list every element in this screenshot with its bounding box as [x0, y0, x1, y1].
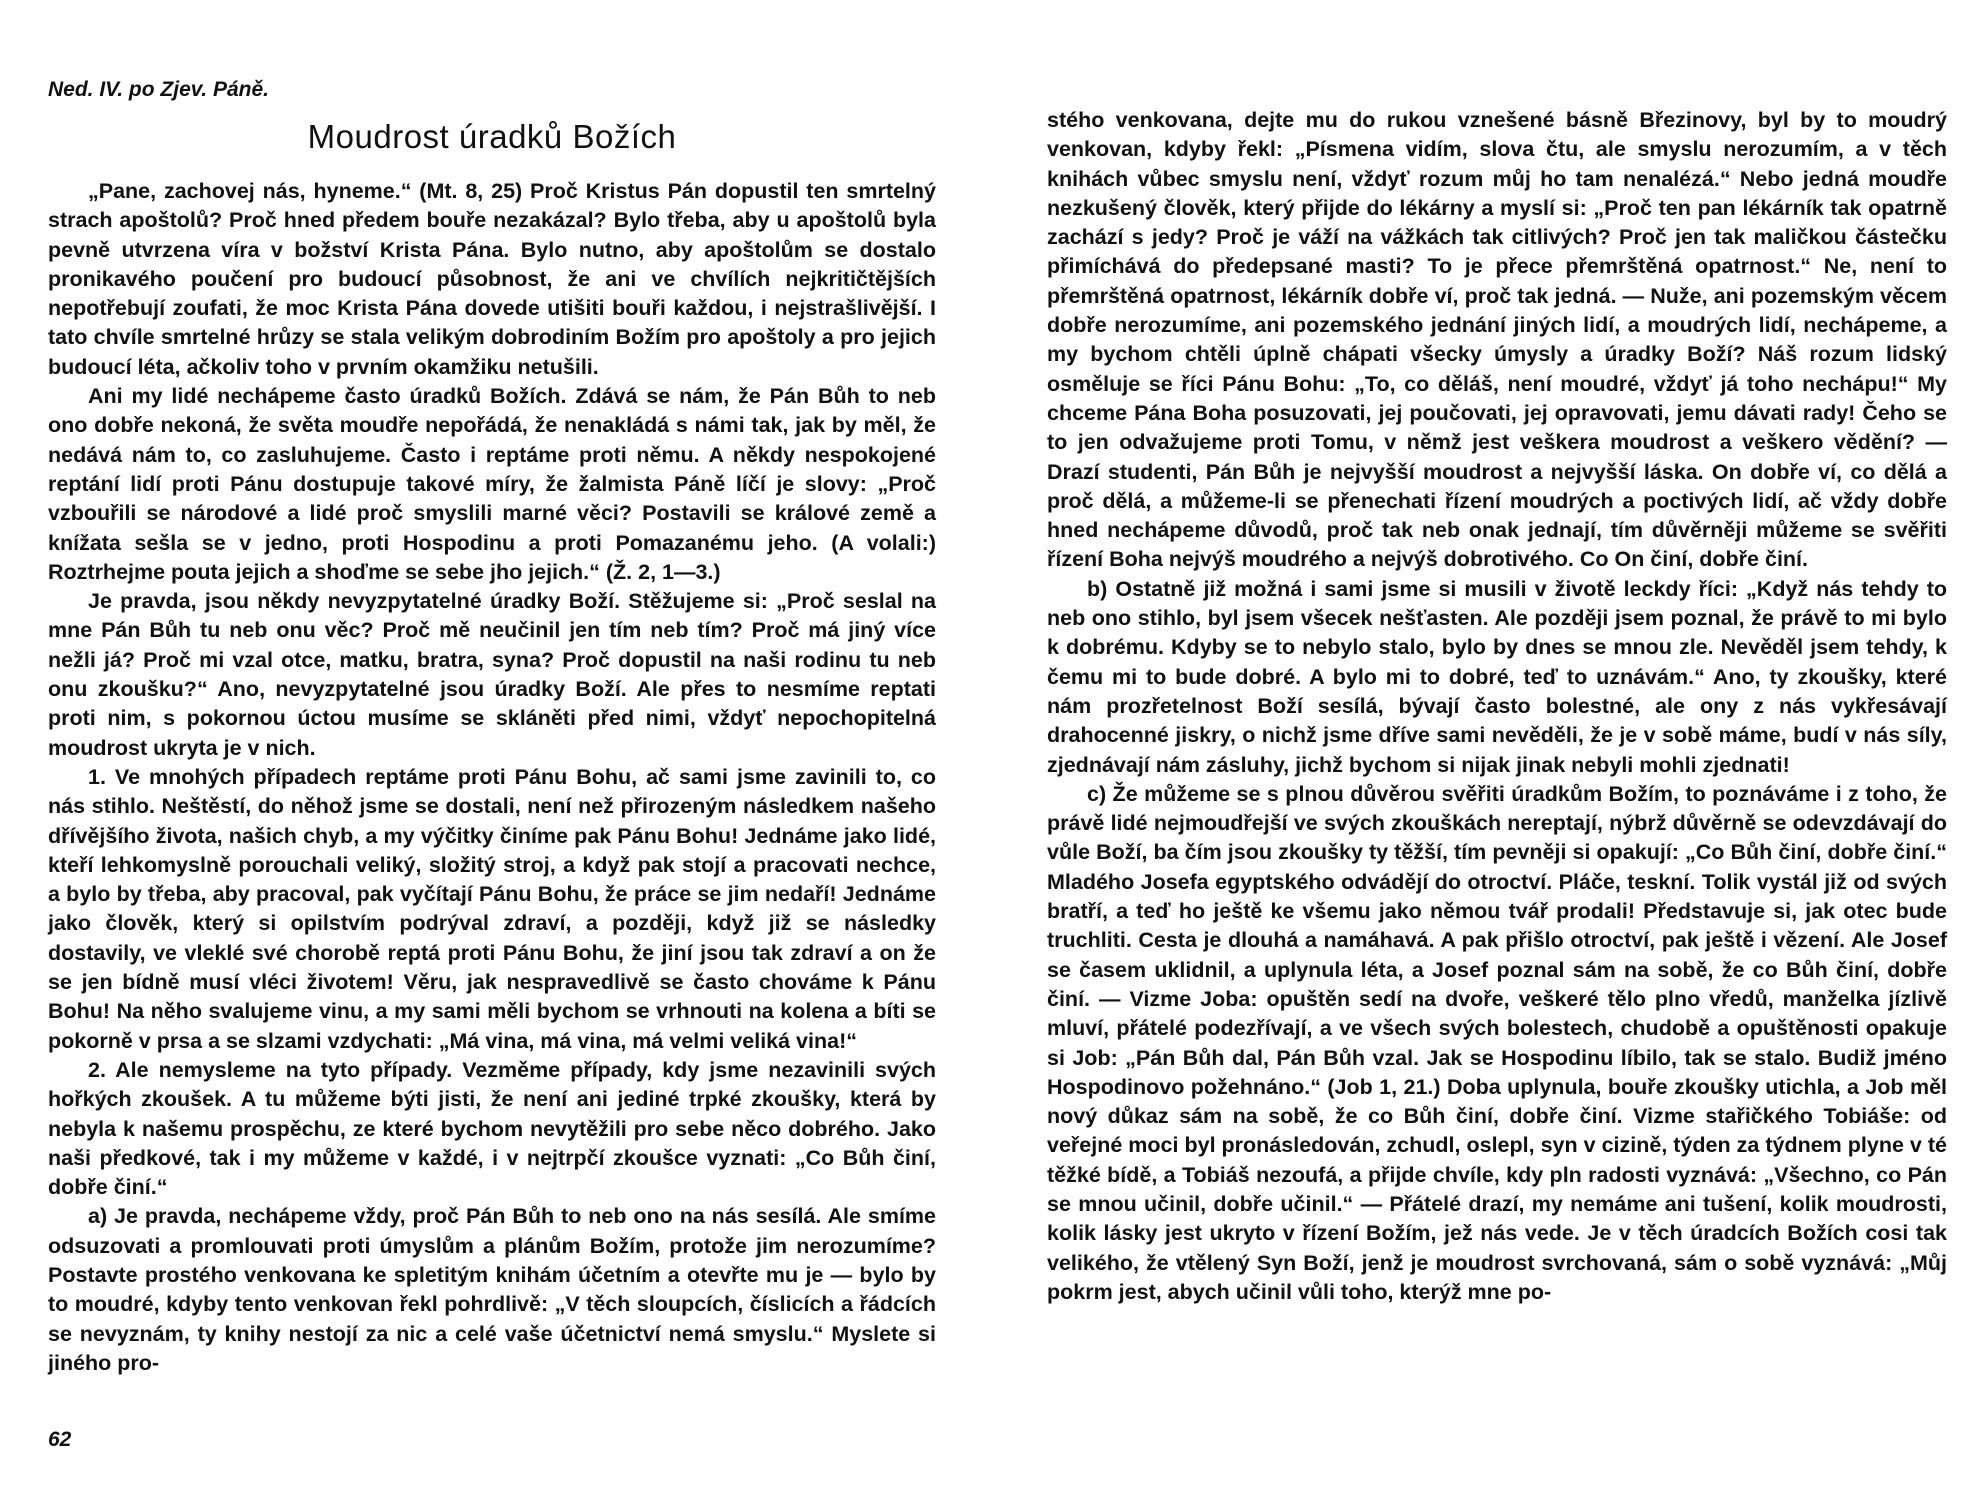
- running-head: Ned. IV. po Zjev. Páně.: [48, 78, 269, 101]
- paragraph: Ani my lidé nechápeme často úradků Božích. Zdává se nám, že Pán Bůh to neb ono dobře nekoná, že světa moudře nepořádá, že nenakládá s námi tak, jak by měl, že nedává nám to, co zasluhujeme. Často i reptáme proti němu. A někdy nespokojené reptání lidí proti Pánu dostupuje takové míry, že žalmista Páně líčí je slovy: „Proč vzbouřili se národové a lidé proč smyslili marné věci? Postavili se králové země a knížata sešla se v jedno, proti Hospodinu a proti Pomazanému jeho. (A volali:) Roztrhejme pouta jejich a shoďme se sebe jho jejich.“ (Ž. 2, 1—3.): [48, 384, 936, 584]
- paragraph: 1. Ve mnohých případech reptáme proti Pánu Bohu, ač sami jsme zavinili to, co nás stihlo. Neštěstí, do něhož jsme se dostali, není než přirozeným následkem našeho dřívějšího života, našich chyb, a my výčitky činíme pak Pánu Bohu! Jednáme jako lidé, kteří lehkomyslně porouchali veliký, složitý stroj, a když pak stojí a pracovati nechce, a bylo by třeba, aby pracoval, pak vyčítají Pánu Bohu, že práce se jim nedaří! Jednáme jako člověk, který si opilstvím podrýval zdraví, a později, když již se následky dostavily, ve vleklé své chorobě reptá proti Pánu Bohu, že jiní jsou tak zdraví a on že se jen bídně musí vléci životem! Věru, jak nespravedlivě se často chováme k Pánu Bohu! Na něho svalujeme vinu, a my sami měli bychom se vrhnouti na kolena a bíti se pokorně v prsa a se slzami vzdychati: „Má vina, má vina, má velmi veliká vina!“: [48, 764, 936, 1053]
- paragraph: b) Ostatně již možná i sami jsme si musili v životě leckdy říci: „Když nás tehdy to neb ono stihlo, byl jsem všecek nešťasten. Ale později jsem poznal, že právě to mi bylo k dobrému. Kdyby se to nebylo stalo, bylo by dnes se mnou zle. Nevěděl jsem tehdy, k čemu mi to bude dobré. A bylo mi to dobré, teď to uznávám.“ Ano, ty zkoušky, které nám prozřetelnost Boží sesílá, bývají často bolestné, ale ony z nás vykřesávají drahocenné jiskry, o nichž jsme dříve sami nevěděli, že je v sobě máme, budí v nás síly, zjednávají nám zásluhy, jichž bychom si nijak jinak nebyli mohli zjednati!: [1047, 576, 1947, 777]
- page-number: 62: [48, 1428, 72, 1451]
- paragraph: 2. Ale nemysleme na tyto případy. Vezměme případy, kdy jsme nezavinili svých hořkých zkoušek. A tu můžeme býti jisti, že není ani jediné trpké zkoušky, která by nebyla k našemu prospěchu, ze které bychom nevytěžili pro sebe něco dobrého. Jako naši předkové, tak i my můžeme v každé, i v nejtrpčí zkoušce vyznati: „Co Bůh činí, dobře činí.“: [48, 1057, 936, 1200]
- paragraph: a) Je pravda, nechápeme vždy, proč Pán Bůh to neb ono na nás sesílá. Ale smíme odsuzovati a promlouvati proti úmyslům a plánům Božím, protože jim nerozumíme? Postavte prostého venkovana ke spletitým knihám účetním a otevřte mu je — bylo by to moudré, kdyby tento venkovan řekl pohrdlivě: „V těch sloupcích, číslicích a řádcích se nevyznám, ty knihy nestojí za nic a celé vaše účetnictví nemá smyslu.“ Myslete si jiného pro-: [48, 1204, 936, 1375]
- left-text-column: [48, 177, 936, 1378]
- sermon-title: Moudrost úradků Božích: [307, 118, 677, 155]
- paragraph: „Pane, zachovej nás, hyneme.“ (Mt. 8, 25) Proč Kristus Pán dopustil ten smrtelný strach apoštolů? Proč hned předem bouře nezakázal? Bylo třeba, aby u apoštolů byla pevně utvrzena víra v božství Krista Pána. Bylo nutno, aby apoštolům se dostalo pronikavého poučení pro budoucí působnost, že ani ve chvílích nejkritičtějších nepotřebují zoufati, že moc Krista Pána dovede utišiti bouři každou, i nejstrašlivější. I tato chvíle smrtelné hrůzy se stala velikým dobrodiním Božím pro apoštoly a pro jejich budoucí léta, ačkoliv toho v prvním okamžiku netušili.: [48, 179, 936, 379]
- paragraph: Je pravda, jsou někdy nevyzpytatelné úradky Boží. Stěžujeme si: „Proč seslal na mne Pán Bůh tu neb onu věc? Proč mě neučinil jen tím neb tím? Proč má jiný více nežli já? Proč mi vzal otce, matku, bratra, syna? Proč dopustil na naši rodinu tu neb onu zkoušku?“ Ano, nevyzpytatelné jsou úradky Boží. Ale přes to nesmíme reptati proti nim, s pokornou úctou musíme se skláněti před nimi, vždyť nepochopitelná moudrost ukryta je v nich.: [48, 589, 936, 760]
- paragraph: stého venkovana, dejte mu do rukou vznešené básně Březinovy, byl by to moudrý venkovan, kdyby řekl: „Písmena vidím, slova čtu, ale smyslu nerozumím, a v těch knihách vůbec smyslu není, vždyť rozum můj ho tam nenalézá.“ Nebo jedná moudře nezkušený člověk, který přijde do lékárny a myslí si: „Proč ten pan lékárník tak opatrně zachází s jedy? Proč je váží na vážkách tak citlivých? Proč jen tak maličkou částečku přimíchává do předepsané masti? To je přece přemrštěná opatrnost.“ Ne, není to přemrštěná opatrnost, lékárník dobře ví, proč tak jedná. — Nuže, ani pozemským věcem dobře nerozumíme, ani pozemského jednání jiných lidí, a moudrých lidí, nechápeme, a my bychom chtěli úplně chápati všecky úmysly a úradky Boží? Náš rozum lidský osměluje se říci Pánu Bohu: „To, co děláš, není moudré, vždyť já toho nechápu!“ My chceme Pána Boha posuzovati, jej poučovati, jej opravovati, jemu dávati rady! Čeho se to jen odvažujeme proti Tomu, v němž jest veškera moudrost a veškero vědění? — Drazí studenti, Pán Bůh je nejvyšší moudrost a nejvyšší láska. On dobře ví, co dělá a proč dělá, a můžeme-li se přenechati řízení moudrých a poctivých lidí, ač vždy dobře hned nechápeme důvodů, proč tak neb onak jednají, tím důvěrněji můžeme se svěřiti řízení Boha nejvýš moudrého a nejvýš dobrotivého. Co On činí, dobře činí.: [1047, 108, 1947, 572]
- right-text-column: [1047, 106, 1947, 1307]
- paragraph: c) Že můžeme se s plnou důvěrou svěřiti úradkům Božím, to poznáváme i z toho, že právě lidé nejmoudřejší ve svých zkouškách nereptají, nýbrž důvěrně se odevzdávají do vůle Boží, ba čím jsou zkoušky ty těžší, tím pevněji si opakují: „Co Bůh činí, dobře činí.“ Mladého Josefa egyptského odvádějí do otroctví. Pláče, teskní. Tolik vystál již od svých bratří, a teď ho ještě ke všemu jako němou tvář prodali! Představuje si, jak otec bude truchliti. Cesta je dlouhá a namáhavá. A pak přišlo otroctví, pak ještě i vězení. Ale Josef se časem uklidnil, a uplynula léta, a Josef poznal sám na sobě, že co Bůh činí, dobře činí. — Vizme Joba: opuštěn sedí na dvoře, veškeré tělo plno vředů, manželka jízlivě mluví, přátelé podezřívají, a ve všech svých bolestech, chudobě a opuštěnosti opakuje si Job: „Pán Bůh dal, Pán Bůh vzal. Jak se Hospodinu líbilo, tak se stalo. Budiž jméno Hospodinovo požehnáno.“ (Job 1, 21.) Doba uplynula, bouře zkoušky utichla, a Job měl nový důkaz sám na sobě, že co Bůh činí, dobře činí. Vizme stařičkého Tobiáše: od veřejné moci byl pronásledován, zchudl, oslepl, syn v cizině, týden za týdnem plyne v té těžké bídě, a Tobiáš nezoufá, a přijde chvíle, kdy pln radosti vyznává: „Všechno, co Pán se mnou učinil, dobře učinil.“ — Přátelé drazí, my nemáme ani tušení, kolik moudrosti, kolik lásky jest ukryto v řízení Božím, jež nás vede. Je v těch úradcích Božích cosi tak velikého, že vtělený Syn Boží, jenž je moudrost svrchovaná, sám o sobě vyznává: „Můj pokrm jest, abych učinil vůli toho, kterýž mne po-: [1047, 781, 1947, 1304]
- gutter: [987, 60, 988, 1440]
- right-page: [989, 0, 1978, 1500]
